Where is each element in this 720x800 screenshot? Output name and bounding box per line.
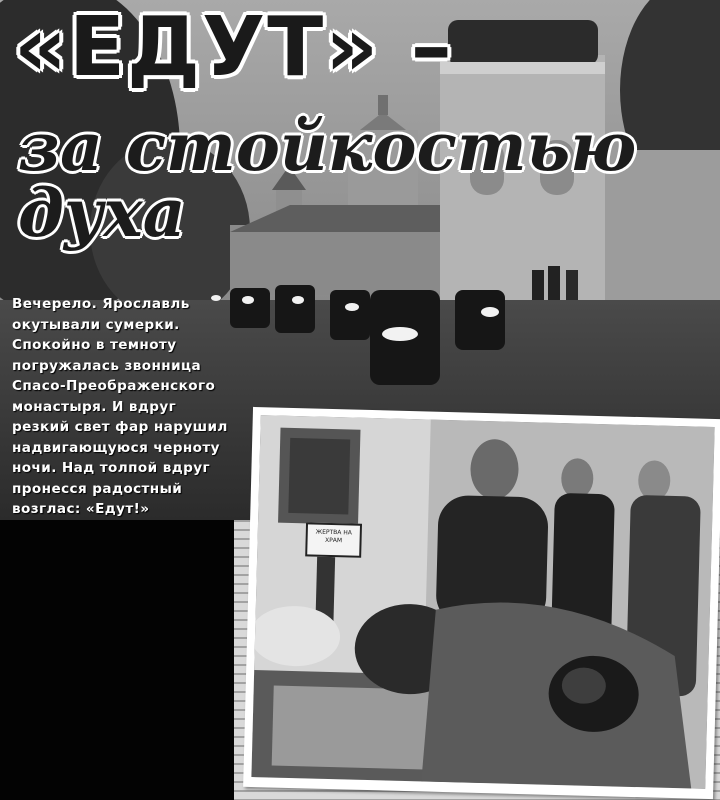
- lead-line: погружалась звонница: [12, 357, 202, 374]
- lead-line: окутывали сумерки.: [12, 316, 180, 333]
- donation-plaque: ЖЕРТВА НА ХРАМ: [305, 522, 362, 557]
- lead-line: Вечерело. Ярославль: [12, 296, 190, 312]
- lead-line: пронесся радостный: [12, 480, 183, 497]
- lead-line: монастыря. И вдруг: [12, 398, 177, 415]
- inset-photo-frame: [243, 407, 720, 799]
- inset-photo-bikers-icon-veneration: [251, 415, 714, 789]
- lead-line: резкий свет фар нарушил: [12, 419, 228, 435]
- lead-line: надвигающуюся черноту: [12, 439, 220, 456]
- lead-paragraph: [12, 294, 262, 520]
- lead-line: Спокойно в темноту: [12, 337, 177, 353]
- lead-line: Спасо-Преображенского: [12, 378, 216, 394]
- lead-line: ночи. Над толпой вдруг: [12, 460, 210, 476]
- headline-line-1: «ЕДУТ» –: [14, 0, 454, 95]
- headline-line-3: духа: [18, 174, 186, 252]
- headline-line-2: за стойкостью: [18, 108, 637, 186]
- lead-line: возглас: «Едут!»: [12, 501, 150, 517]
- black-block: [0, 520, 234, 800]
